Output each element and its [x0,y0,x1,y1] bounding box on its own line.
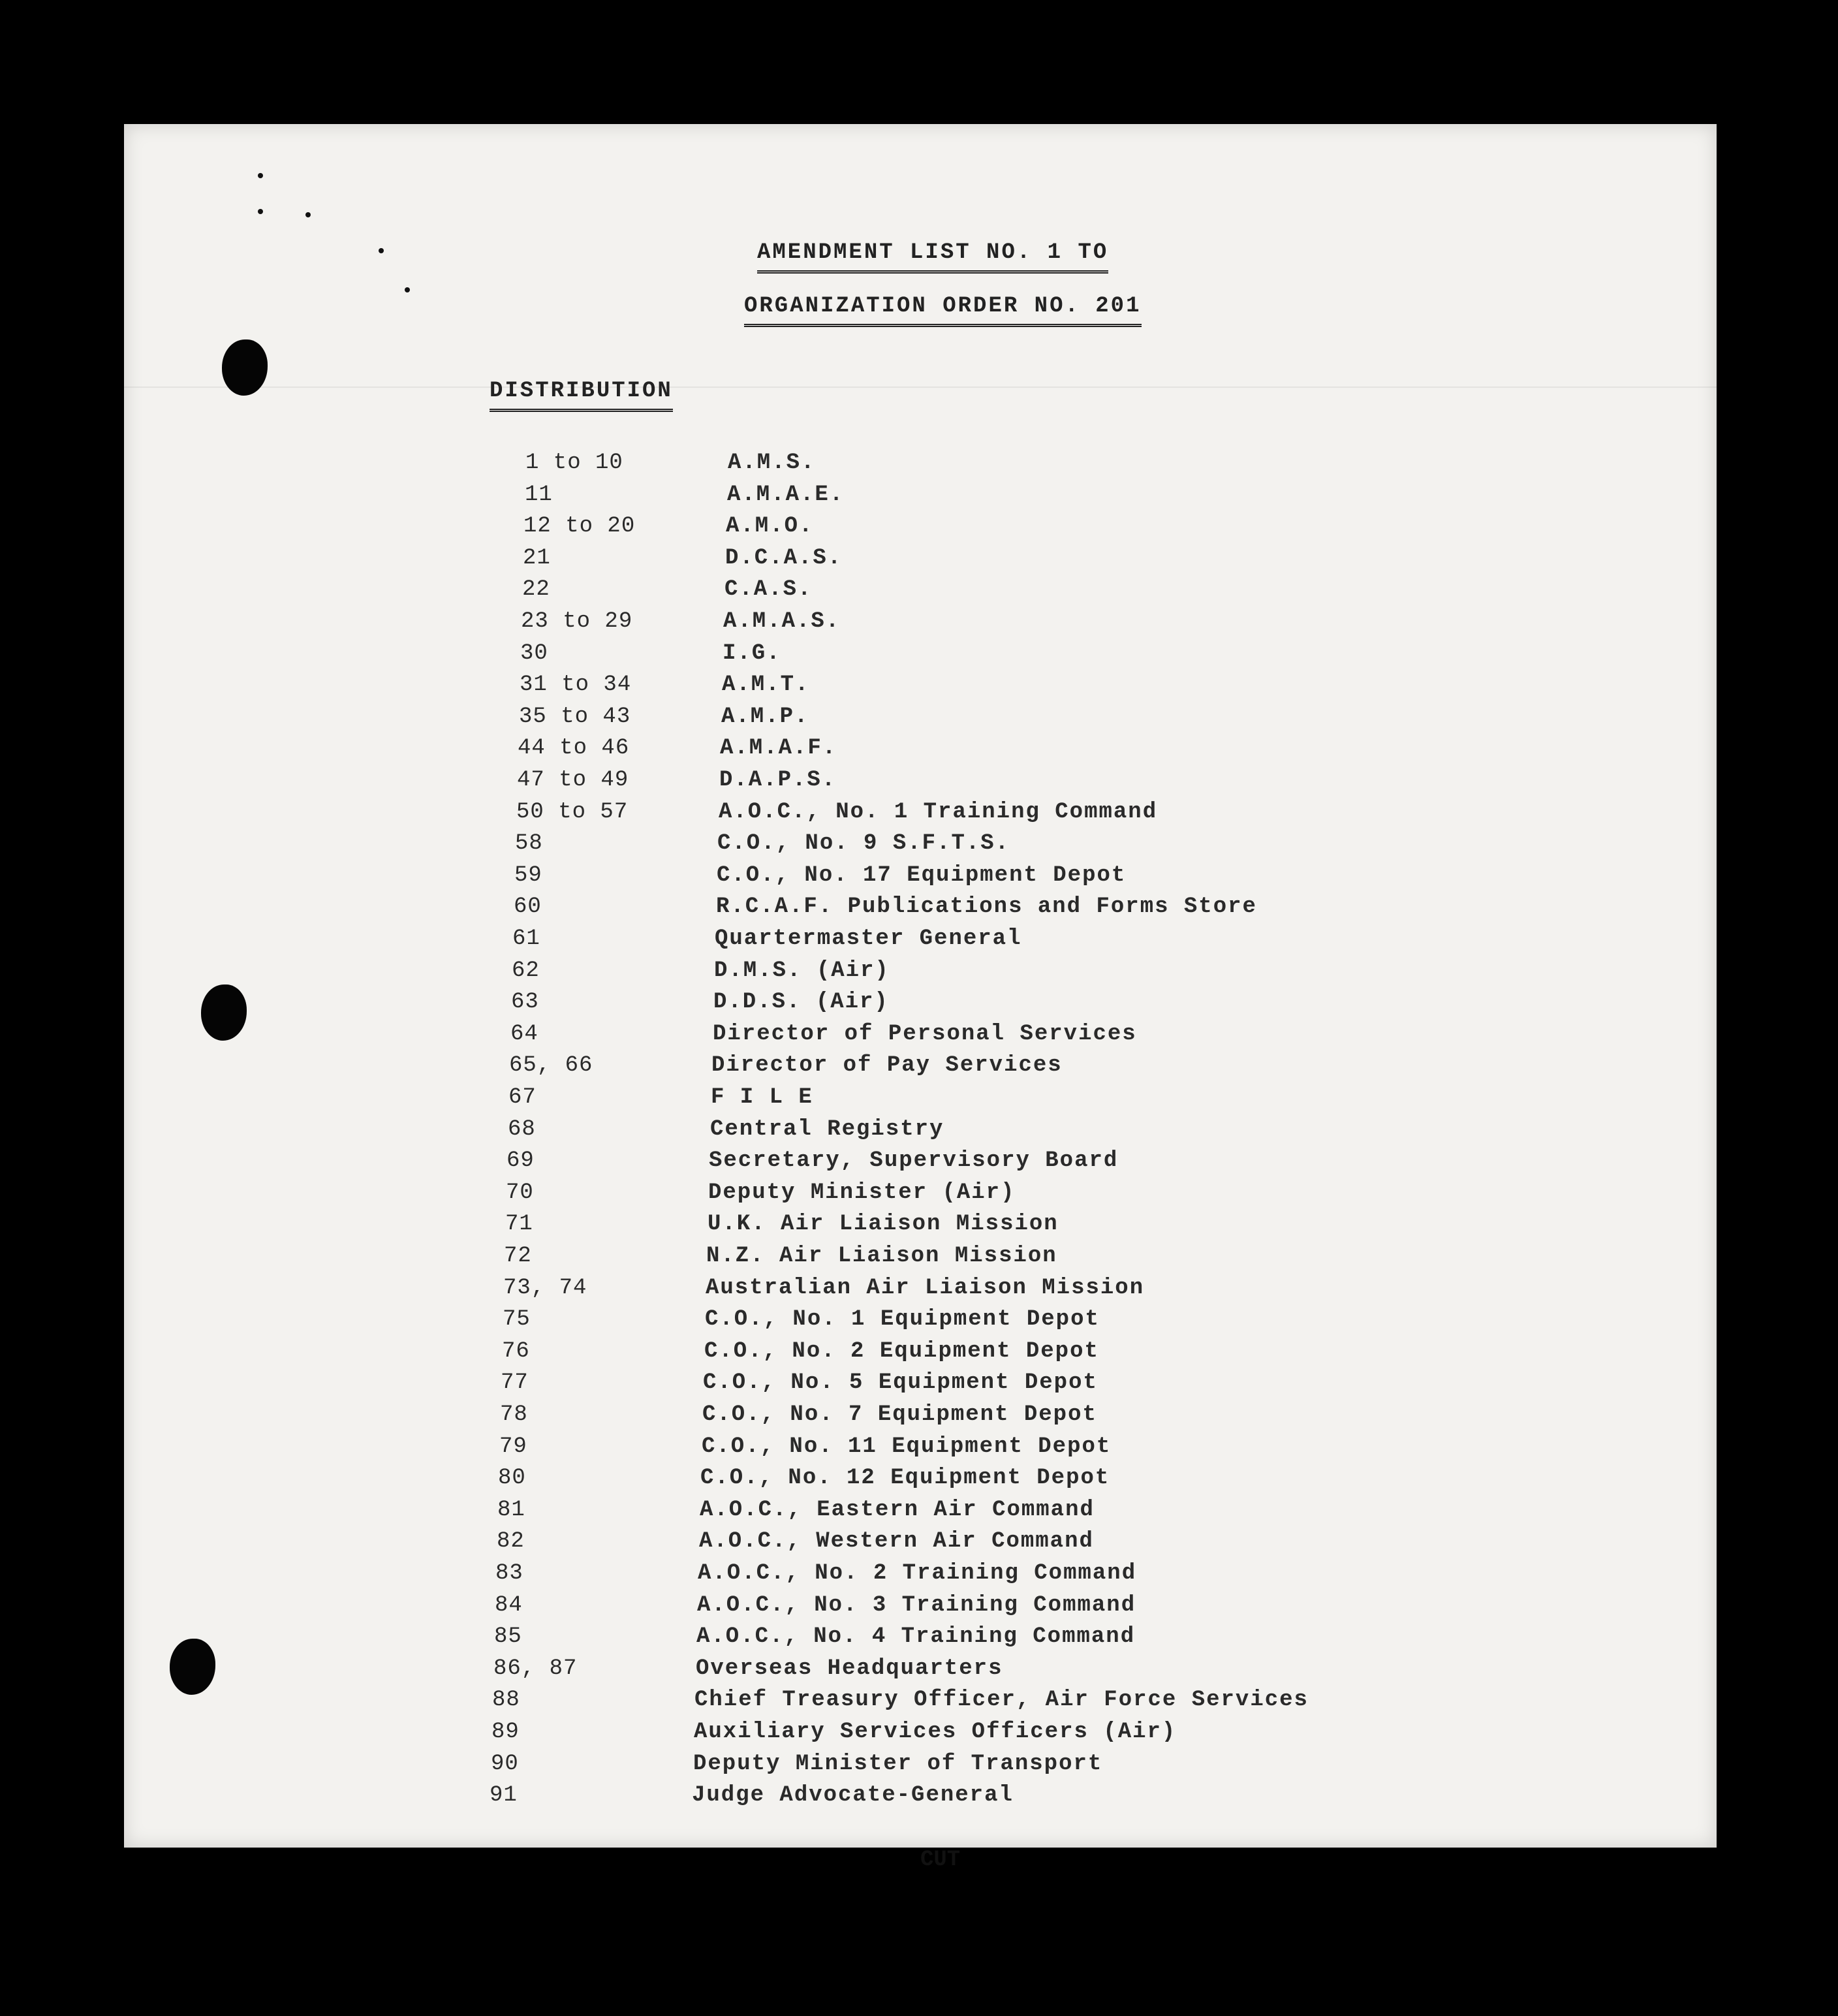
copy-numbers: 82 [497,1529,525,1554]
copy-numbers: 30 [520,640,548,666]
copy-numbers: 60 [514,894,542,920]
recipient: D.M.S. (Air) [714,958,890,983]
distribution-row [510,1022,1137,1053]
distribution-row [506,1148,1118,1180]
copy-numbers: 73, 74 [503,1275,587,1300]
distribution-row [514,863,1126,894]
distribution-row [520,672,809,704]
distribution-row [497,1498,1095,1529]
copy-numbers: 71 [505,1212,533,1237]
distribution-row [491,1720,1176,1751]
distribution-row [523,546,842,577]
recipient: D.C.A.S. [725,545,843,571]
copy-numbers: 1 to 10 [525,450,623,475]
recipient: C.O., No. 9 S.F.T.S. [717,831,1010,857]
distribution-row [498,1466,1110,1497]
distribution-row [525,482,844,514]
recipient: A.M.A.F. [720,736,837,761]
recipient: A.O.C., Western Air Command [699,1529,1094,1554]
distribution-row [514,894,1257,926]
recipient: C.O., No. 1 Equipment Depot [705,1307,1100,1332]
copy-numbers: 31 to 34 [520,672,632,698]
distribution-row [522,577,812,608]
copy-numbers: 76 [502,1338,530,1364]
copy-numbers: 77 [501,1370,529,1396]
distribution-row [508,1117,944,1148]
distribution-row [509,1053,1063,1084]
document-title: AMENDMENT LIST NO. 1 TO [757,240,1108,274]
copy-numbers: 11 [525,482,553,507]
recipient: Secretary, Supervisory Board [709,1148,1119,1174]
copy-numbers: 22 [522,577,550,603]
copy-numbers: 78 [500,1402,528,1427]
recipient: R.C.A.F. Publications and Forms Store [716,894,1257,920]
recipient: C.O., No. 5 Equipment Depot [703,1370,1098,1396]
copy-numbers: 80 [498,1466,526,1491]
copy-numbers: 70 [506,1180,534,1205]
recipient: A.O.C., No. 1 Training Command [719,799,1158,825]
recipient: A.O.C., No. 2 Training Command [698,1561,1137,1586]
distribution-list [124,124,1717,1848]
distribution-row [503,1276,1144,1307]
distribution-row [506,1180,1015,1212]
distribution-row [494,1624,1135,1656]
recipient: A.M.A.S. [723,609,841,634]
distribution-row [504,1244,1057,1275]
distribution-row [499,1434,1111,1466]
copy-numbers: 90 [491,1751,519,1776]
recipient: F I L E [711,1085,813,1110]
copy-numbers: 23 to 29 [521,609,633,634]
copy-numbers: 12 to 20 [523,514,636,539]
recipient: Judge Advocate-General [692,1783,1014,1808]
copy-numbers: 85 [494,1624,522,1650]
copy-numbers: 79 [499,1434,527,1459]
copy-numbers: 84 [495,1592,523,1618]
distribution-row [519,704,809,736]
copy-numbers: 64 [510,1021,538,1047]
recipient: N.Z. Air Liaison Mission [706,1244,1057,1268]
recipient: A.O.C., Eastern Air Command [700,1497,1095,1522]
recipient: C.O., No. 17 Equipment Depot [717,862,1127,888]
recipient: D.A.P.S. [719,768,837,793]
distribution-row [495,1593,1136,1624]
copy-numbers: 61 [512,926,540,951]
distribution-row [497,1529,1094,1560]
recipient: C.A.S. [724,577,813,603]
copy-numbers: 72 [504,1244,532,1268]
copy-numbers: 88 [492,1688,520,1713]
recipient: C.O., No. 12 Equipment Depot [700,1466,1110,1491]
distribution-row [505,1212,1059,1243]
distribution-row [512,926,1021,958]
recipient: C.O., No. 7 Equipment Depot [702,1402,1097,1427]
copy-numbers: 81 [497,1497,525,1522]
distribution-row [491,1752,1102,1783]
recipient: Quartermaster General [715,926,1022,951]
copy-numbers: 75 [503,1307,531,1332]
distribution-row [518,736,837,767]
distribution-row [521,609,840,640]
distribution-row [502,1339,1099,1370]
copy-numbers: 35 to 43 [519,704,631,729]
distribution-row [520,641,781,672]
recipient: A.M.T. [722,672,810,698]
recipient: C.O., No. 2 Equipment Depot [704,1338,1099,1364]
distribution-row [501,1370,1098,1402]
distribution-row [523,514,813,545]
distribution-row [516,800,1157,831]
copy-numbers: 58 [515,831,543,857]
recipient: A.O.C., No. 4 Training Command [696,1624,1136,1650]
recipient: Central Registry [710,1116,944,1142]
distribution-row [525,450,815,482]
distribution-row [508,1085,813,1116]
distribution-row [512,958,890,990]
copy-numbers: 68 [508,1116,536,1142]
copy-numbers: 47 to 49 [517,768,629,793]
copy-numbers: 62 [512,958,540,983]
copy-numbers: 89 [491,1720,520,1744]
distribution-row [490,1783,1014,1814]
recipient: Chief Treasury Officer, Air Force Services [694,1688,1309,1713]
recipient: A.M.P. [721,704,809,729]
recipient: Australian Air Liaison Mission [706,1275,1145,1300]
distribution-row [511,990,889,1021]
recipient: A.O.C., No. 3 Training Command [697,1592,1136,1618]
distribution-row [517,768,836,799]
recipient: Auxiliary Services Officers (Air) [694,1720,1177,1744]
recipient: U.K. Air Liaison Mission [708,1212,1059,1237]
recipient: Director of Pay Services [711,1053,1063,1079]
copy-numbers: 21 [523,545,551,571]
copy-numbers: 91 [490,1783,518,1808]
recipient: A.M.O. [726,514,814,539]
recipient: A.M.A.E. [727,482,845,507]
copy-numbers: 59 [514,862,542,888]
distribution-row [495,1561,1136,1592]
copy-numbers: 86, 87 [493,1656,578,1681]
copy-numbers: 67 [508,1085,537,1110]
distribution-row [515,831,1010,862]
footer-stamp: CUT [920,1848,961,1872]
distribution-row [492,1688,1309,1719]
distribution-row [493,1656,1003,1688]
recipient: I.G. [723,640,781,666]
recipient: A.M.S. [728,450,816,475]
copy-numbers: 50 to 57 [516,799,629,825]
document-page [124,124,1717,1872]
copy-numbers: 83 [495,1561,523,1586]
distribution-heading: DISTRIBUTION [490,379,673,412]
copy-numbers: 63 [511,990,539,1015]
copy-numbers: 69 [506,1148,535,1174]
recipient: Deputy Minister of Transport [693,1751,1103,1776]
recipient: D.D.S. (Air) [713,990,889,1015]
recipient: C.O., No. 11 Equipment Depot [702,1434,1112,1459]
distribution-row [500,1402,1097,1434]
recipient: Director of Personal Services [713,1021,1137,1047]
distribution-row [503,1307,1100,1338]
recipient: Overseas Headquarters [696,1656,1003,1681]
document-subtitle: ORGANIZATION ORDER NO. 201 [744,294,1142,327]
copy-numbers: 44 to 46 [518,736,630,761]
recipient: Deputy Minister (Air) [708,1180,1016,1205]
copy-numbers: 65, 66 [509,1053,593,1079]
